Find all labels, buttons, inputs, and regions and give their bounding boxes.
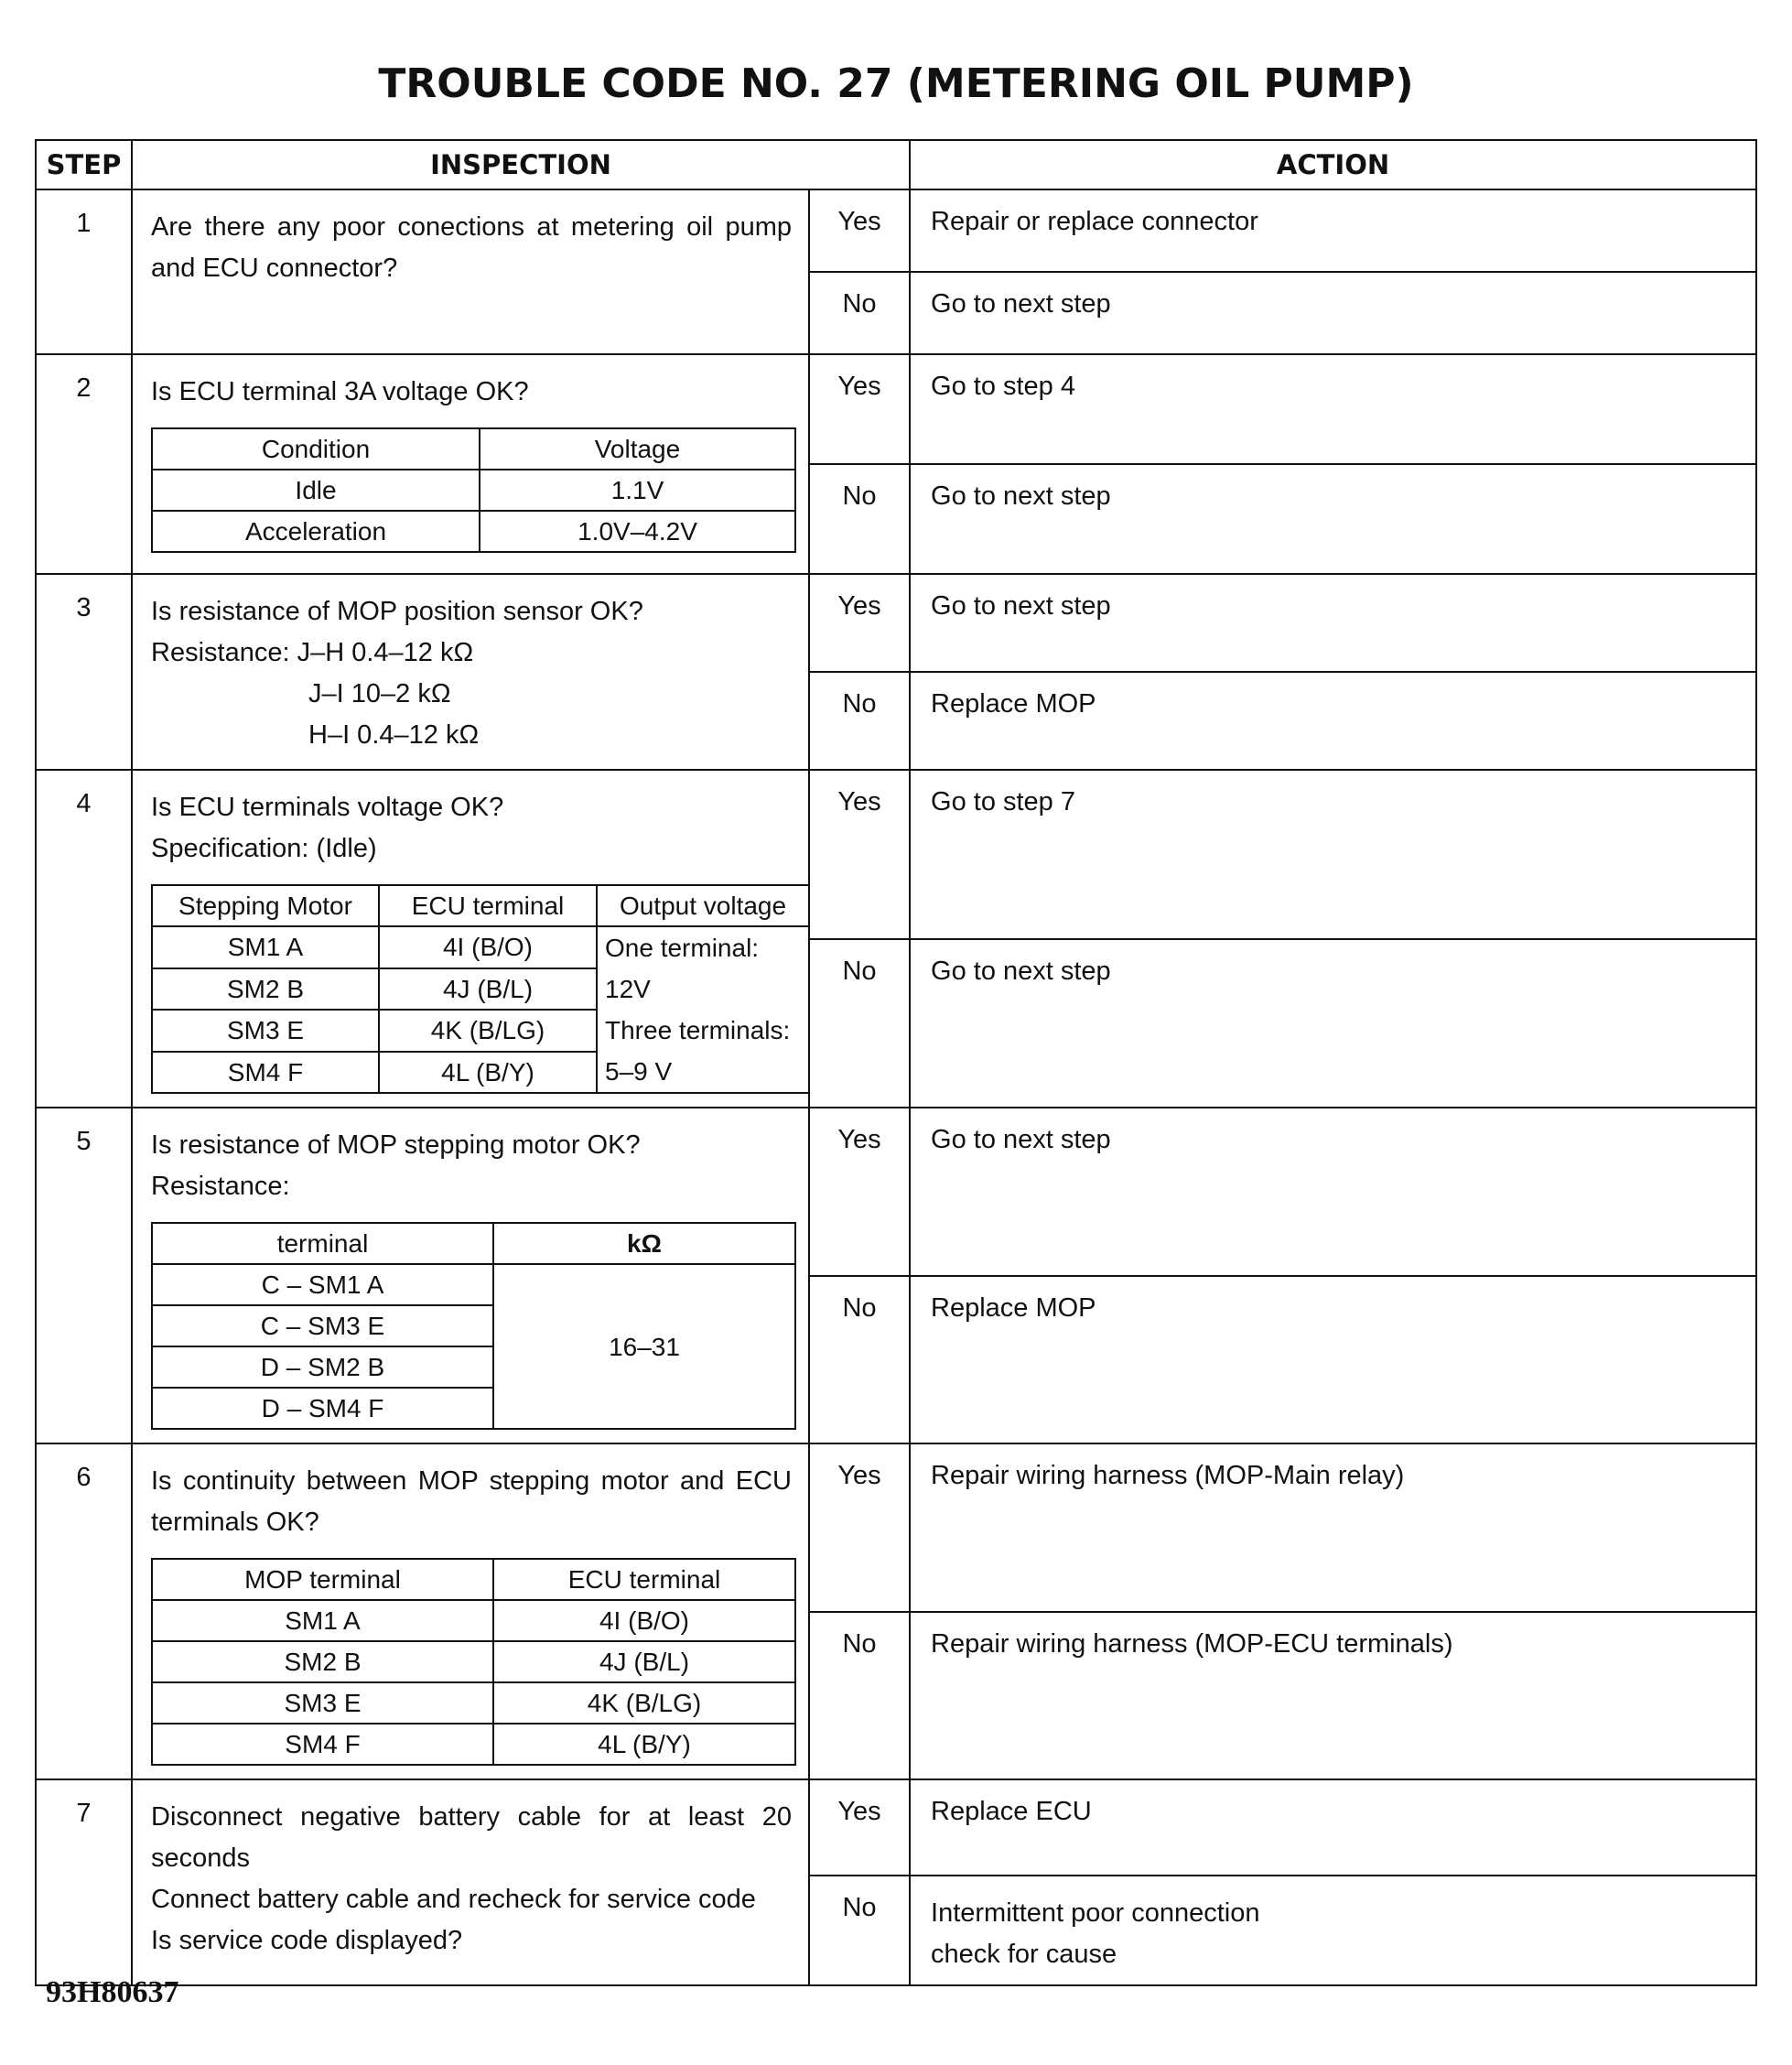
table-header: Output voltage xyxy=(597,885,809,926)
table-cell: 4L (B/Y) xyxy=(493,1724,795,1765)
table-header: Voltage xyxy=(480,428,795,470)
table-header: ECU terminal xyxy=(379,885,597,926)
no-label: No xyxy=(809,939,910,1108)
inspection-question: Is resistance of MOP position sensor OK? xyxy=(151,597,643,626)
continuity-table xyxy=(151,1558,796,1766)
inspection-text xyxy=(132,574,809,770)
no-action: Replace MOP xyxy=(910,1276,1756,1444)
resistance-line: J–I 10–2 kΩ xyxy=(308,679,451,708)
inspection-question: Is ECU terminals voltage OK? xyxy=(151,793,504,822)
yes-action: Go to next step xyxy=(910,574,1756,672)
stepping-motor-resistance-table xyxy=(151,1222,796,1430)
no-action: Go to next step xyxy=(910,272,1756,354)
header-step: STEP xyxy=(36,140,132,189)
inspection-text xyxy=(132,1108,809,1443)
table-row xyxy=(152,1600,795,1641)
table-header: Stepping Motor xyxy=(152,885,379,926)
page-title: TROUBLE CODE NO. 27 (METERING OIL PUMP) xyxy=(378,60,1414,107)
table-cell: 1.0V–4.2V xyxy=(480,511,795,552)
table-cell: 4K (B/LG) xyxy=(379,1010,597,1052)
resistance-line: H–I 0.4–12 kΩ xyxy=(308,720,480,750)
yes-label: Yes xyxy=(809,1443,910,1612)
no-action-line: check for cause xyxy=(931,1940,1117,1969)
table-header: MOP terminal xyxy=(152,1559,493,1600)
inspection-question: Are there any poor conections at metering oil pump and ECU connector? xyxy=(151,212,792,283)
table-row xyxy=(152,1682,795,1724)
step-number: 7 xyxy=(36,1779,132,1985)
no-label: No xyxy=(809,272,910,354)
no-label: No xyxy=(809,1276,910,1444)
specification: Specification: (Idle) xyxy=(151,834,377,863)
inspection-text xyxy=(132,354,809,574)
table-cell: D – SM2 B xyxy=(152,1346,493,1388)
yes-action: Repair or replace connector xyxy=(910,189,1756,272)
step-number: 3 xyxy=(36,574,132,770)
table-cell: 4I (B/O) xyxy=(493,1600,795,1641)
no-label: No xyxy=(809,1612,910,1780)
table-header: ECU terminal xyxy=(493,1559,795,1600)
step-row xyxy=(36,354,1756,464)
yes-action: Replace ECU xyxy=(910,1779,1756,1876)
output-line: Three terminals: xyxy=(605,1016,791,1044)
trouble-code-table xyxy=(35,139,1757,1986)
no-action: Replace MOP xyxy=(910,672,1756,770)
resistance-value: 16–31 xyxy=(493,1264,795,1429)
table-cell: SM3 E xyxy=(152,1682,493,1724)
no-action: Go to next step xyxy=(910,464,1756,574)
table-row xyxy=(152,511,795,552)
yes-label: Yes xyxy=(809,189,910,272)
no-action: Repair wiring harness (MOP-ECU terminals) xyxy=(910,1612,1756,1780)
inspection-line: Disconnect negative battery cable for at least 20 seconds xyxy=(151,1802,792,1873)
table-cell: C – SM1 A xyxy=(152,1264,493,1305)
table-cell: SM1 A xyxy=(152,1600,493,1641)
resistance-line: Resistance: J–H 0.4–12 kΩ xyxy=(151,638,474,667)
step-number: 2 xyxy=(36,354,132,574)
output-line: 12V xyxy=(605,975,651,1003)
yes-label: Yes xyxy=(809,354,910,464)
no-label: No xyxy=(809,464,910,574)
no-action-line: Intermittent poor connection xyxy=(931,1898,1260,1928)
yes-label: Yes xyxy=(809,1779,910,1876)
table-cell: SM1 A xyxy=(152,926,379,968)
step-number: 4 xyxy=(36,770,132,1108)
step-row xyxy=(36,574,1756,672)
inspection-question: Is resistance of MOP stepping motor OK? xyxy=(151,1130,641,1160)
ecu-voltage-table xyxy=(151,884,810,1094)
table-cell: D – SM4 F xyxy=(152,1388,493,1429)
table-cell: 4L (B/Y) xyxy=(379,1052,597,1094)
output-voltage-cell xyxy=(597,926,809,1093)
table-cell: SM4 F xyxy=(152,1724,493,1765)
no-action xyxy=(910,1876,1756,1985)
table-cell: 4J (B/L) xyxy=(379,968,597,1011)
table-row xyxy=(152,1641,795,1682)
table-cell: C – SM3 E xyxy=(152,1305,493,1346)
table-row xyxy=(152,470,795,511)
yes-action: Go to step 7 xyxy=(910,770,1756,939)
inspection-text xyxy=(132,770,809,1108)
table-cell: SM4 F xyxy=(152,1052,379,1094)
step-row xyxy=(36,1779,1756,1876)
yes-action: Go to step 4 xyxy=(910,354,1756,464)
table-cell: 4I (B/O) xyxy=(379,926,597,968)
output-line: One terminal: xyxy=(605,934,760,962)
table-cell: SM2 B xyxy=(152,1641,493,1682)
table-cell: Idle xyxy=(152,470,480,511)
table-cell: 1.1V xyxy=(480,470,795,511)
output-line: 5–9 V xyxy=(605,1057,673,1086)
step-row xyxy=(36,770,1756,939)
figure-code: 93H80637 xyxy=(46,1975,179,2009)
table-cell: SM2 B xyxy=(152,968,379,1011)
table-cell: 4K (B/LG) xyxy=(493,1682,795,1724)
yes-action: Go to next step xyxy=(910,1108,1756,1276)
step-number: 1 xyxy=(36,189,132,354)
no-action: Go to next step xyxy=(910,939,1756,1108)
inspection-line: Is service code displayed? xyxy=(151,1926,463,1955)
no-label: No xyxy=(809,672,910,770)
header-row xyxy=(36,140,1756,189)
inspection-text xyxy=(132,189,809,354)
table-row xyxy=(152,926,809,968)
voltage-table xyxy=(151,427,796,553)
table-header: Condition xyxy=(152,428,480,470)
table-cell: 4J (B/L) xyxy=(493,1641,795,1682)
table-header: terminal xyxy=(152,1223,493,1264)
inspection-line: Connect battery cable and recheck for service code xyxy=(151,1885,756,1914)
table-row xyxy=(152,1724,795,1765)
yes-label: Yes xyxy=(809,1108,910,1276)
inspection-question: Is continuity between MOP stepping motor and ECU terminals OK? xyxy=(151,1466,792,1537)
specification: Resistance: xyxy=(151,1172,290,1201)
step-number: 5 xyxy=(36,1108,132,1443)
header-inspection: INSPECTION xyxy=(132,140,910,189)
table-header: kΩ xyxy=(493,1223,795,1264)
yes-action: Repair wiring harness (MOP-Main relay) xyxy=(910,1443,1756,1612)
yes-label: Yes xyxy=(809,574,910,672)
step-row xyxy=(36,1108,1756,1276)
inspection-text xyxy=(132,1443,809,1779)
inspection-question: Is ECU terminal 3A voltage OK? xyxy=(151,377,529,406)
yes-label: Yes xyxy=(809,770,910,939)
step-number: 6 xyxy=(36,1443,132,1779)
step-row xyxy=(36,1443,1756,1612)
header-action: ACTION xyxy=(910,140,1756,189)
table-cell: SM3 E xyxy=(152,1010,379,1052)
inspection-text xyxy=(132,1779,809,1985)
step-row xyxy=(36,189,1756,272)
no-label: No xyxy=(809,1876,910,1985)
table-cell: Acceleration xyxy=(152,511,480,552)
table-row xyxy=(152,1264,795,1305)
